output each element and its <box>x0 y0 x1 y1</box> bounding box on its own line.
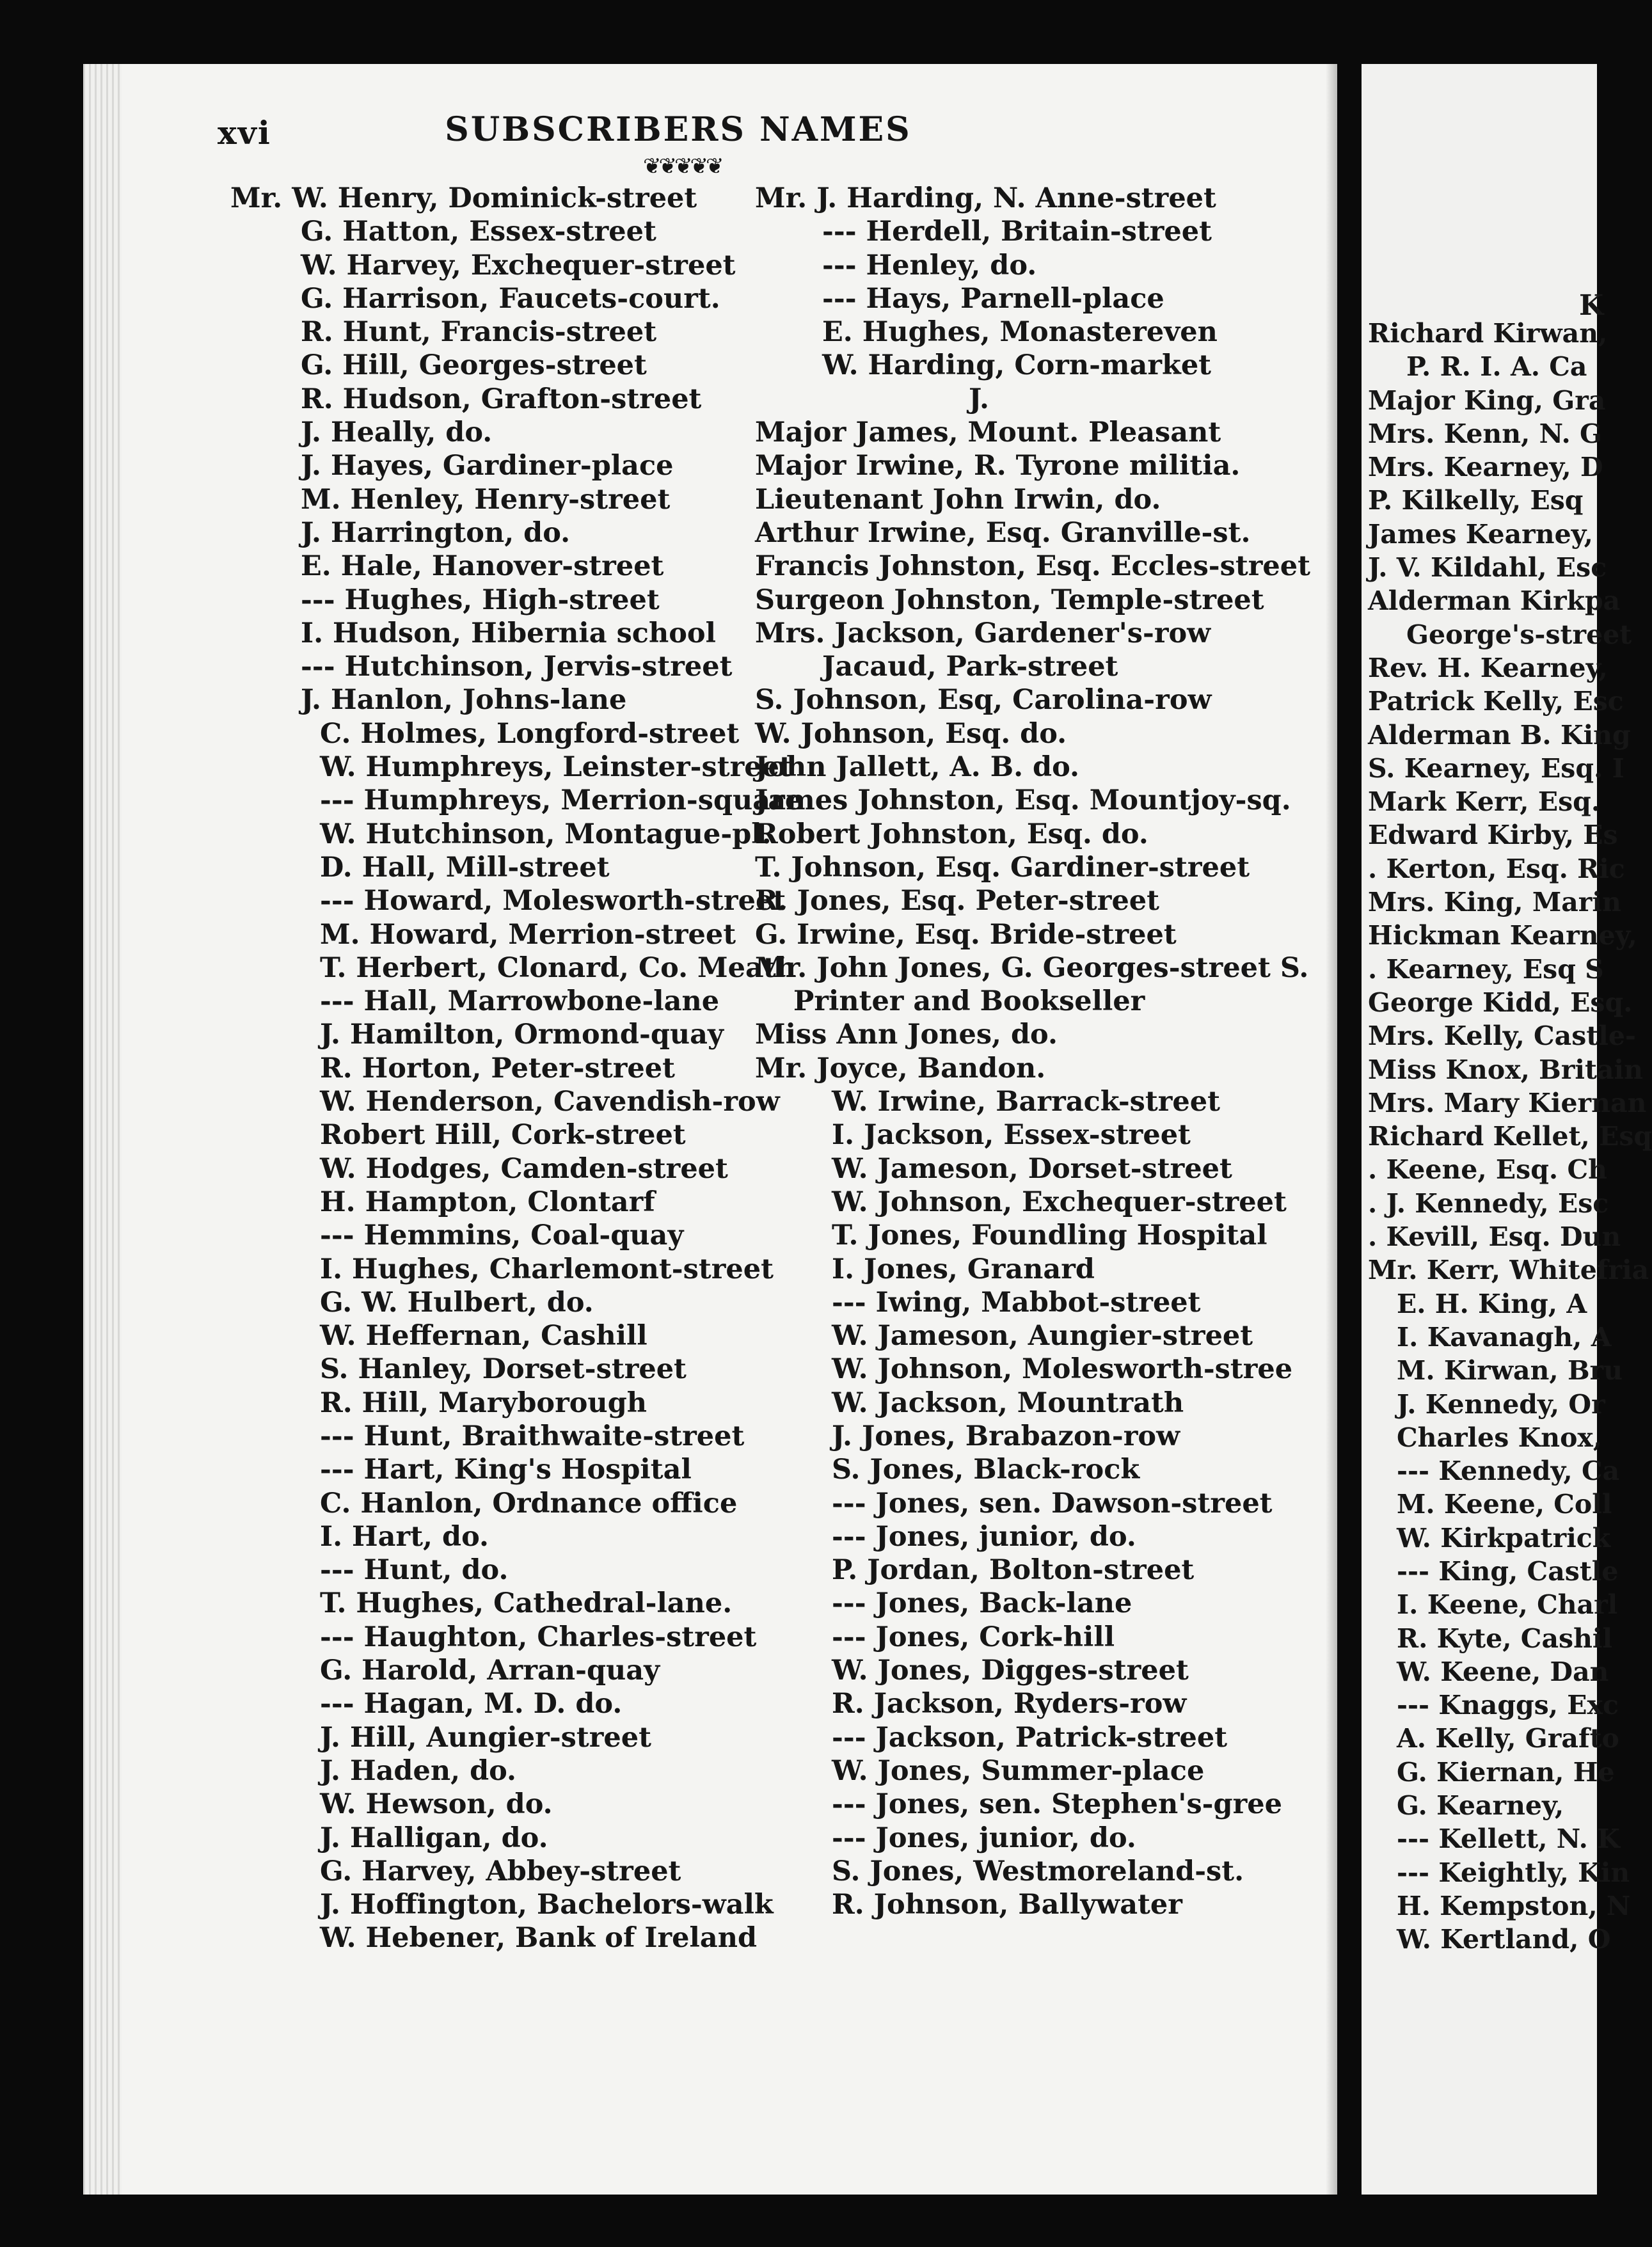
subscriber-entry: Mrs. Kelly, Castle- <box>1368 1020 1636 1052</box>
subscriber-entry: W. Jameson, Aungier-street <box>832 1320 1253 1353</box>
subscriber-entry: Edward Kirby, Es <box>1368 820 1618 851</box>
subscriber-entry: Mrs. King, Marin <box>1368 887 1621 918</box>
subscriber-entry: --- Jones, sen. Dawson-street <box>832 1487 1273 1520</box>
subscriber-entry: --- Jackson, Patrick-street <box>832 1721 1228 1754</box>
subscriber-entry: --- Herdell, Britain-street <box>822 216 1212 248</box>
subscriber-entry: T. Herbert, Clonard, Co. Meath <box>320 951 796 984</box>
subscriber-entry: T. Jones, Foundling Hospital <box>832 1219 1267 1252</box>
subscriber-entry: J. Haden, do. <box>320 1754 517 1787</box>
subscriber-entry: --- Hays, Parnell-place <box>822 282 1164 315</box>
subscriber-entry: --- Jones, junior, do. <box>832 1520 1136 1553</box>
subscriber-entry: G. Hill, Georges-street <box>301 349 647 382</box>
subscriber-entry: G. W. Hulbert, do. <box>320 1286 594 1319</box>
h-entries-continued <box>755 182 1310 383</box>
subscriber-entry: Mrs. Mary Kiernan <box>1368 1087 1647 1118</box>
subscriber-entry: E. Hughes, Monastereven <box>822 316 1218 349</box>
subscriber-entry: G. Harold, Arran-quay <box>320 1655 660 1687</box>
subscriber-entry: Lieutenant John Irwin, do. <box>755 483 1161 516</box>
page-edge-lines <box>83 64 122 2195</box>
subscriber-entry: Miss Knox, Britain <box>1368 1054 1643 1085</box>
j-entries <box>755 416 1310 1921</box>
subscribers-column-right <box>755 182 1310 1921</box>
subscriber-entry: John Jallett, A. B. do. <box>755 751 1079 784</box>
subscriber-entry: Charles Knox, <box>1397 1422 1603 1453</box>
subscriber-entry: W. Jones, Summer-place <box>832 1754 1205 1787</box>
subscriber-entry: --- Howard, Molesworth-street <box>320 885 786 917</box>
subscriber-entry: Robert Hill, Cork-street <box>320 1119 686 1152</box>
subscriber-entry: W. Hewson, do. <box>320 1788 553 1821</box>
subscriber-entry: . Kearney, Esq S <box>1368 953 1604 985</box>
subscriber-entry: James Kearney, <box>1368 518 1593 550</box>
subscriber-entry: . Kerton, Esq. Ric <box>1368 853 1625 884</box>
subscriber-entry: W. Johnson, Esq. do. <box>755 717 1067 750</box>
title-ornament: ❦❦❦❦❦ <box>643 154 722 179</box>
subscriber-entry: --- Hunt, do. <box>320 1554 509 1587</box>
subscriber-entry: I. Hughes, Charlemont-street <box>320 1253 774 1285</box>
subscriber-entry: J. Harrington, do. <box>301 516 571 549</box>
subscriber-entry: D. Hall, Mill-street <box>320 851 610 884</box>
subscriber-entry: . J. Kennedy, Esc <box>1368 1187 1609 1219</box>
subscriber-entry: W. Kertland, O <box>1397 1924 1611 1955</box>
subscriber-entry: --- Haughton, Charles-street <box>320 1621 757 1653</box>
subscriber-entry: I. Jackson, Essex-street <box>832 1119 1191 1152</box>
subscriber-entry: --- Jones, Back-lane <box>832 1587 1132 1620</box>
subscriber-entry: Mrs. Jackson, Gardener's-row <box>755 617 1211 649</box>
page-number: xvi <box>218 114 271 152</box>
subscriber-entry: Mrs. Kearney, D <box>1368 452 1603 483</box>
subscriber-entry: W. Keene, Dan <box>1397 1656 1609 1687</box>
subscriber-entry: --- Hagan, M. D. do. <box>320 1688 623 1720</box>
subscriber-entry: W. Jackson, Mountrath <box>832 1386 1184 1419</box>
subscriber-entry: W. Jones, Digges-street <box>832 1655 1189 1687</box>
subscriber-entry: W. Hodges, Camden-street <box>320 1152 728 1185</box>
subscriber-entry: Mr. J. Harding, N. Anne-street <box>755 182 1216 214</box>
subscriber-entry: G. Hatton, Essex-street <box>301 216 656 248</box>
subscriber-entry: Major King, Gra <box>1368 385 1606 416</box>
subscriber-entry: I. Jones, Granard <box>832 1253 1095 1285</box>
subscriber-entry: . Kevill, Esq. Dun <box>1368 1221 1621 1253</box>
subscriber-entry: W. Henderson, Cavendish-row <box>320 1086 780 1118</box>
subscriber-entry: P. Jordan, Bolton-street <box>832 1554 1195 1587</box>
subscriber-entry: R. Jackson, Ryders-row <box>832 1688 1187 1720</box>
subscriber-entry: P. Kilkelly, Esq <box>1368 485 1584 516</box>
subscriber-entry: J. Jones, Brabazon-row <box>832 1420 1180 1452</box>
subscriber-entry: G. Kearney, <box>1397 1790 1564 1822</box>
subscriber-entry: Major Irwine, R. Tyrone militia. <box>755 450 1241 482</box>
subscriber-entry: Mrs. Kenn, N. G <box>1368 418 1603 449</box>
subscriber-entry: A. Kelly, Grafto <box>1397 1723 1619 1754</box>
subscriber-entry: Mr. Kerr, Whitefria <box>1368 1255 1649 1286</box>
k-entries <box>1368 317 1652 1957</box>
subscriber-entry: I. Kavanagh, A <box>1397 1321 1612 1353</box>
subscriber-entry: G. Harvey, Abbey-street <box>320 1855 681 1887</box>
subscriber-entry: M. Howard, Merrion-street <box>320 918 736 951</box>
subscriber-entry: S. Johnson, Esq, Carolina-row <box>755 684 1212 717</box>
subscriber-entry: --- Knaggs, Exc <box>1397 1690 1619 1721</box>
subscriber-entry: Richard Kellet, Esq <box>1368 1121 1652 1152</box>
subscriber-entry: G. Irwine, Esq. Bride-street <box>755 918 1177 951</box>
subscriber-entry: T. Hughes, Cathedral-lane. <box>320 1587 733 1620</box>
subscriber-entry: W. Heffernan, Cashill <box>320 1320 647 1353</box>
subscriber-entry: --- Jones, sen. Stephen's-gree <box>832 1788 1282 1821</box>
subscriber-entry: --- Hughes, High-street <box>301 584 660 616</box>
subscriber-entry: S. Hanley, Dorset-street <box>320 1353 687 1386</box>
subscriber-entry: Jacaud, Park-street <box>822 651 1118 683</box>
subscriber-entry: James Johnston, Esq. Mountjoy-sq. <box>755 784 1291 817</box>
subscriber-entry: W. Hebener, Bank of Ireland <box>320 1922 758 1955</box>
subscriber-entry: W. Kirkpatrick <box>1397 1522 1611 1553</box>
subscriber-entry: J. Hayes, Gardiner-place <box>301 450 674 482</box>
subscriber-entry: --- Henley, do. <box>822 249 1037 282</box>
subscriber-entry: J. Hill, Aungier-street <box>320 1721 651 1754</box>
subscriber-entry: W. Irwine, Barrack-street <box>832 1086 1220 1118</box>
subscriber-entry: Mr. W. Henry, Dominick-street <box>230 182 697 214</box>
subscriber-entry: M. Kirwan, Bru <box>1397 1355 1623 1386</box>
subscriber-entry: C. Hanlon, Ordnance office <box>320 1487 738 1520</box>
subscriber-entry: --- Humphreys, Merrion-square <box>320 784 803 817</box>
subscriber-entry: . Keene, Esq. Ch <box>1368 1154 1607 1186</box>
subscriber-entry: R. Hudson, Grafton-street <box>301 383 702 415</box>
subscriber-entry: Mark Kerr, Esq. <box>1368 786 1601 818</box>
subscriber-entry: I. Keene, Charl <box>1397 1589 1618 1621</box>
subscriber-entry: W. Humphreys, Leinster-street <box>320 751 792 784</box>
subscriber-entry: R. Hill, Maryborough <box>320 1386 647 1419</box>
subscriber-entry: Francis Johnston, Esq. Eccles-street <box>755 550 1310 583</box>
subscriber-entry: Printer and Bookseller <box>793 985 1145 1018</box>
subscriber-entry: Mr. Joyce, Bandon. <box>755 1052 1046 1084</box>
subscriber-entry: Patrick Kelly, Esc <box>1368 686 1624 717</box>
subscriber-entry: W. Hutchinson, Montague-pl. <box>320 818 772 850</box>
subscriber-entry: R. Jones, Esq. Peter-street <box>755 885 1160 917</box>
subscriber-entry: J. V. Kildahl, Esc <box>1368 552 1607 584</box>
subscriber-entry: --- Hunt, Braithwaite-street <box>320 1420 745 1452</box>
subscriber-entry: I. Hart, do. <box>320 1520 489 1553</box>
subscriber-entry: R. Johnson, Ballywater <box>832 1889 1182 1921</box>
subscriber-entry: --- King, Castle <box>1397 1555 1619 1587</box>
subscriber-entry: C. Holmes, Longford-street <box>320 717 740 750</box>
subscriber-entry: H. Hampton, Clontarf <box>320 1186 655 1218</box>
subscriber-entry: Rev. H. Kearney, <box>1368 652 1608 683</box>
subscriber-entry: Hickman Kearney, <box>1368 920 1637 951</box>
subscriber-entry: --- Hutchinson, Jervis-street <box>301 651 733 683</box>
subscriber-entry: Robert Johnston, Esq. do. <box>755 818 1148 850</box>
subscriber-entry: George's-street <box>1406 619 1632 650</box>
subscriber-entry: S. Kearney, Esq. I <box>1368 752 1624 784</box>
subscriber-entry: I. Hudson, Hibernia school <box>301 617 716 649</box>
subscriber-entry: --- Jones, Cork-hill <box>832 1621 1115 1653</box>
subscriber-entry: E. H. King, A <box>1397 1288 1587 1319</box>
subscriber-entry: J. Hamilton, Ormond-quay <box>320 1019 724 1051</box>
subscribers-column-left <box>230 182 802 1955</box>
right-page-section-letter: K <box>1579 289 1604 322</box>
subscriber-entry: --- Iwing, Mabbot-street <box>832 1286 1201 1319</box>
subscriber-entry: R. Kyte, Cashil <box>1397 1623 1613 1654</box>
subscriber-entry: R. Horton, Peter-street <box>320 1052 675 1084</box>
section-letter-j: J. <box>969 383 989 415</box>
subscriber-entry: George Kidd, Esq. <box>1368 987 1633 1018</box>
subscriber-entry: --- Jones, junior, do. <box>832 1822 1136 1854</box>
subscriber-entry: S. Jones, Westmoreland-st. <box>832 1855 1244 1887</box>
subscriber-entry: Alderman Kirkpa <box>1368 585 1621 617</box>
subscriber-entry: Mr. John Jones, G. Georges-street S. <box>755 951 1309 984</box>
subscriber-entry: P. R. I. A. Ca <box>1406 351 1587 383</box>
page-title: SUBSCRIBERS NAMES <box>445 110 912 149</box>
subscriber-entry: R. Hunt, Francis-street <box>301 316 657 349</box>
subscriber-entry: J. Kennedy, Or <box>1397 1388 1605 1420</box>
subscriber-entry: G. Harrison, Faucets-court. <box>301 282 720 315</box>
subscriber-entry: --- Kennedy, Ca <box>1397 1456 1620 1487</box>
subscriber-entry: --- Kellett, N. K <box>1397 1823 1620 1855</box>
subscriber-entry: --- Hemmins, Coal-quay <box>320 1219 684 1252</box>
subscriber-entry: T. Johnson, Esq. Gardiner-street <box>755 851 1250 884</box>
subscriber-entry: Alderman B. King <box>1368 719 1631 750</box>
subscriber-entry: M. Keene, Coll <box>1397 1489 1612 1520</box>
subscriber-entry: M. Henley, Henry-street <box>301 483 671 516</box>
subscriber-entry: E. Hale, Hanover-street <box>301 550 664 583</box>
subscriber-entry: S. Jones, Black-rock <box>832 1454 1140 1486</box>
subscriber-entry: W. Harding, Corn-market <box>822 349 1212 382</box>
subscriber-entry: G. Kiernan, He <box>1397 1756 1615 1788</box>
gutter-shadow <box>1326 64 1337 2195</box>
subscriber-entry: --- Hall, Marrowbone-lane <box>320 985 720 1018</box>
subscriber-entry: J. Hoffington, Bachelors-walk <box>320 1889 774 1921</box>
subscriber-entry: J. Halligan, do. <box>320 1822 548 1854</box>
subscriber-entry: Major James, Mount. Pleasant <box>755 417 1221 449</box>
subscriber-entry: W. Johnson, Molesworth-stree <box>832 1353 1293 1386</box>
subscriber-entry: Richard Kirwan, <box>1368 318 1608 349</box>
subscriber-entry: W. Harvey, Exchequer-street <box>301 249 736 282</box>
subscriber-entry: W. Jameson, Dorset-street <box>832 1152 1232 1185</box>
right-page <box>1362 64 1652 2195</box>
subscriber-entry: H. Kempston, N <box>1397 1890 1631 1921</box>
subscriber-entry: Miss Ann Jones, do. <box>755 1019 1058 1051</box>
subscriber-entry: Arthur Irwine, Esq. Granville-st. <box>755 516 1251 549</box>
subscriber-entry: --- Hart, King's Hospital <box>320 1454 692 1486</box>
subscriber-entry: J. Hanlon, Johns-lane <box>301 684 627 717</box>
subscriber-entry: Surgeon Johnston, Temple-street <box>755 584 1264 616</box>
subscriber-entry: W. Johnson, Exchequer-street <box>832 1186 1287 1218</box>
subscriber-entry: --- Keightly, Kin <box>1397 1857 1630 1888</box>
subscriber-entry: J. Heally, do. <box>301 417 493 449</box>
